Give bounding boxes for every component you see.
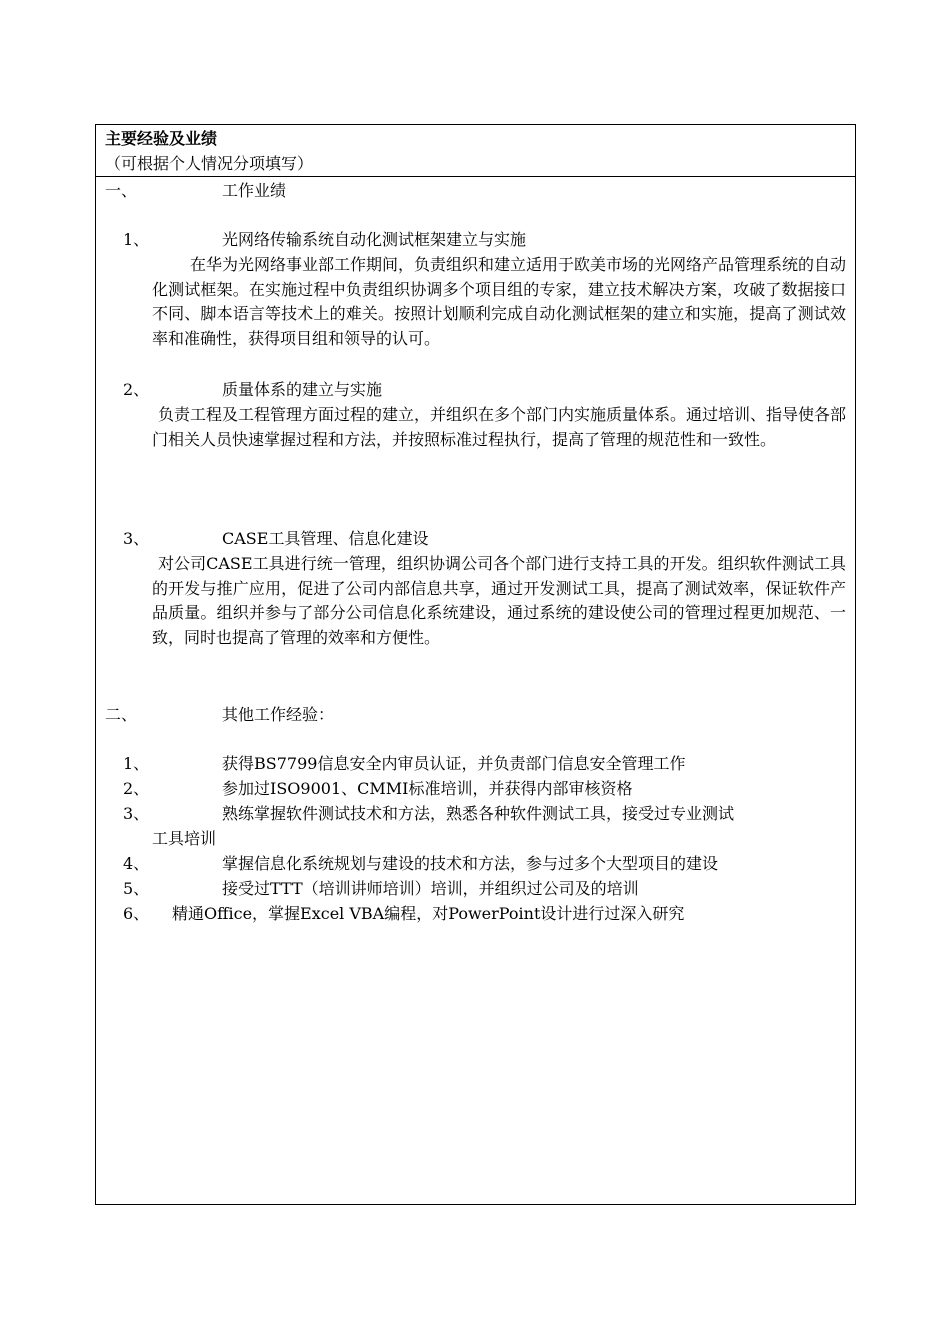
list-item: 掌握信息化系统规划与建设的技术和方法，参与过多个大型项目的建设 — [222, 854, 719, 873]
list-item-number: 1、 — [123, 754, 150, 773]
list-item-number: 5、 — [123, 879, 150, 898]
list-item-continuation: 工具培训 — [152, 829, 217, 848]
item-description: 对公司CASE工具进行统一管理，组织协调公司各个部门进行支持工具的开发。组织软件测试工具的开发与推广应用，促进了公司内部信息共享，通过开发测试工具，提高了测试效率，保证软件产品质量。组织并参与了部分公司信息化系统建设，通过系统的建设使公司的管理过程更加规范、一致，同时也提高了管理的效率和方便性。 — [152, 554, 846, 647]
item-number: 3、 — [123, 529, 150, 548]
section-subtitle: （可根据个人情况分项填写） — [105, 154, 314, 173]
experience-table — [95, 124, 856, 1205]
item-heading: 质量体系的建立与实施 — [222, 380, 383, 399]
list-item: 熟练掌握软件测试技术和方法，熟悉各种软件测试工具，接受过专业测试 — [222, 804, 735, 823]
section2-heading: 其他工作经验： — [222, 705, 335, 724]
item-heading: 光网络传输系统自动化测试框架建立与实施 — [222, 230, 527, 249]
list-item: 参加过ISO9001、CMMI标准培训，并获得内部审核资格 — [222, 779, 633, 798]
list-item-number: 3、 — [123, 804, 150, 823]
table-header — [96, 125, 855, 177]
item-description: 负责工程及工程管理方面过程的建立，并组织在多个部门内实施质量体系。通过培训、指导使各部门相关人员快速掌握过程和方法，并按照标准过程执行，提高了管理的规范性和一致性。 — [152, 405, 847, 449]
section1-marker: 一、 — [105, 181, 138, 200]
list-item-number: 4、 — [123, 854, 150, 873]
list-item: 获得BS7799信息安全内审员认证，并负责部门信息安全管理工作 — [222, 754, 686, 773]
list-item: 接受过TTT（培训讲师培训）培训，并组织过公司及的培训 — [222, 879, 639, 898]
item-number: 2、 — [123, 380, 150, 399]
section1-heading: 工作业绩 — [222, 181, 287, 200]
item-heading: CASE工具管理、信息化建设 — [222, 529, 429, 548]
list-item-number: 6、 — [123, 904, 150, 923]
list-item: 精通Office，掌握Excel VBA编程，对PowerPoint设计进行过深入研究 — [172, 904, 685, 923]
list-item-number: 2、 — [123, 779, 150, 798]
section-title: 主要经验及业绩 — [105, 129, 218, 148]
section2-marker: 二、 — [105, 705, 138, 724]
item-description: 在华为光网络事业部工作期间，负责组织和建立适用于欧美市场的光网络产品管理系统的自动化测试框架。在实施过程中负责组织协调多个项目组的专家，建立技术解决方案，攻破了数据接口不同、脚本语言等技术上的难关。按照计划顺利完成自动化测试框架的建立和实施，提高了测试效率和准确性，获得项目组和领导的认可。 — [152, 255, 847, 348]
item-number: 1、 — [123, 230, 150, 249]
